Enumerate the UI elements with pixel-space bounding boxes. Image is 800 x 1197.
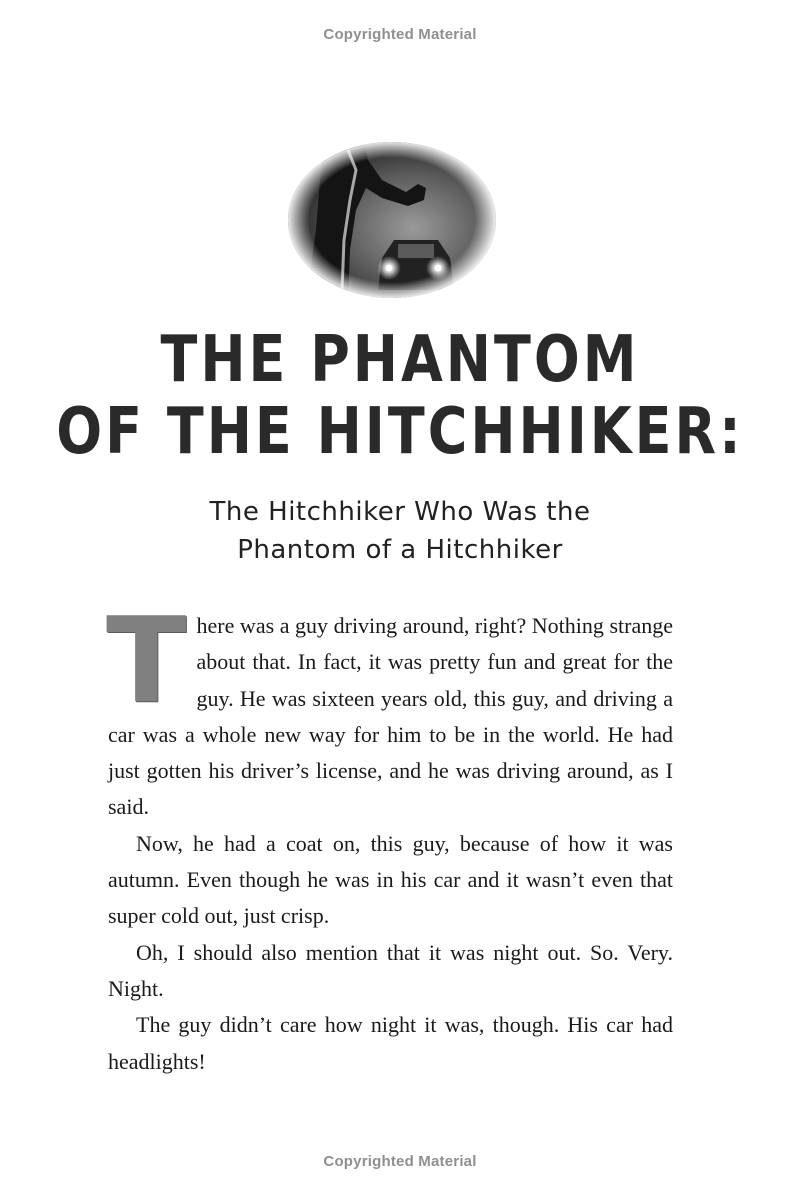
paragraph-3: Oh, I should also mention that it was night out. So. Very. Night. <box>108 939 673 1001</box>
chapter-title-line-1: THE PHANTOM <box>160 322 640 397</box>
watermark-top: Copyrighted Material <box>323 26 477 43</box>
chapter-subtitle-line-2: Phantom of a Hitchhiker <box>237 535 563 565</box>
paragraph-2: Now, he had a coat on, this guy, because of how it was autumn. Even though he was in his car and it wasn’t even that super cold out, just crisp. <box>108 830 673 929</box>
paragraph-4: The guy didn’t care how night it was, though. His car had headlights! <box>108 1012 673 1074</box>
paragraph-1 <box>106 591 673 826</box>
hitchhiker-illustration-icon <box>286 140 498 300</box>
paragraph-1-text: here was a guy driving around, right? Nothing strange about that. In fact, it was pretty fun and great for the guy. He was sixteen years old, this guy, and driving a car was a whole new way for him to be in the world. He had just gotten his driver’s license, and he was driving around, as I said. <box>108 613 673 820</box>
body-text <box>106 591 673 1080</box>
chapter-title-line-2: OF THE HITCHHIKER: <box>56 394 744 469</box>
chapter-subtitle-line-1: The Hitchhiker Who Was the <box>209 497 591 527</box>
watermark-bottom: Copyrighted Material <box>323 1153 477 1170</box>
drop-cap: T <box>106 591 187 729</box>
